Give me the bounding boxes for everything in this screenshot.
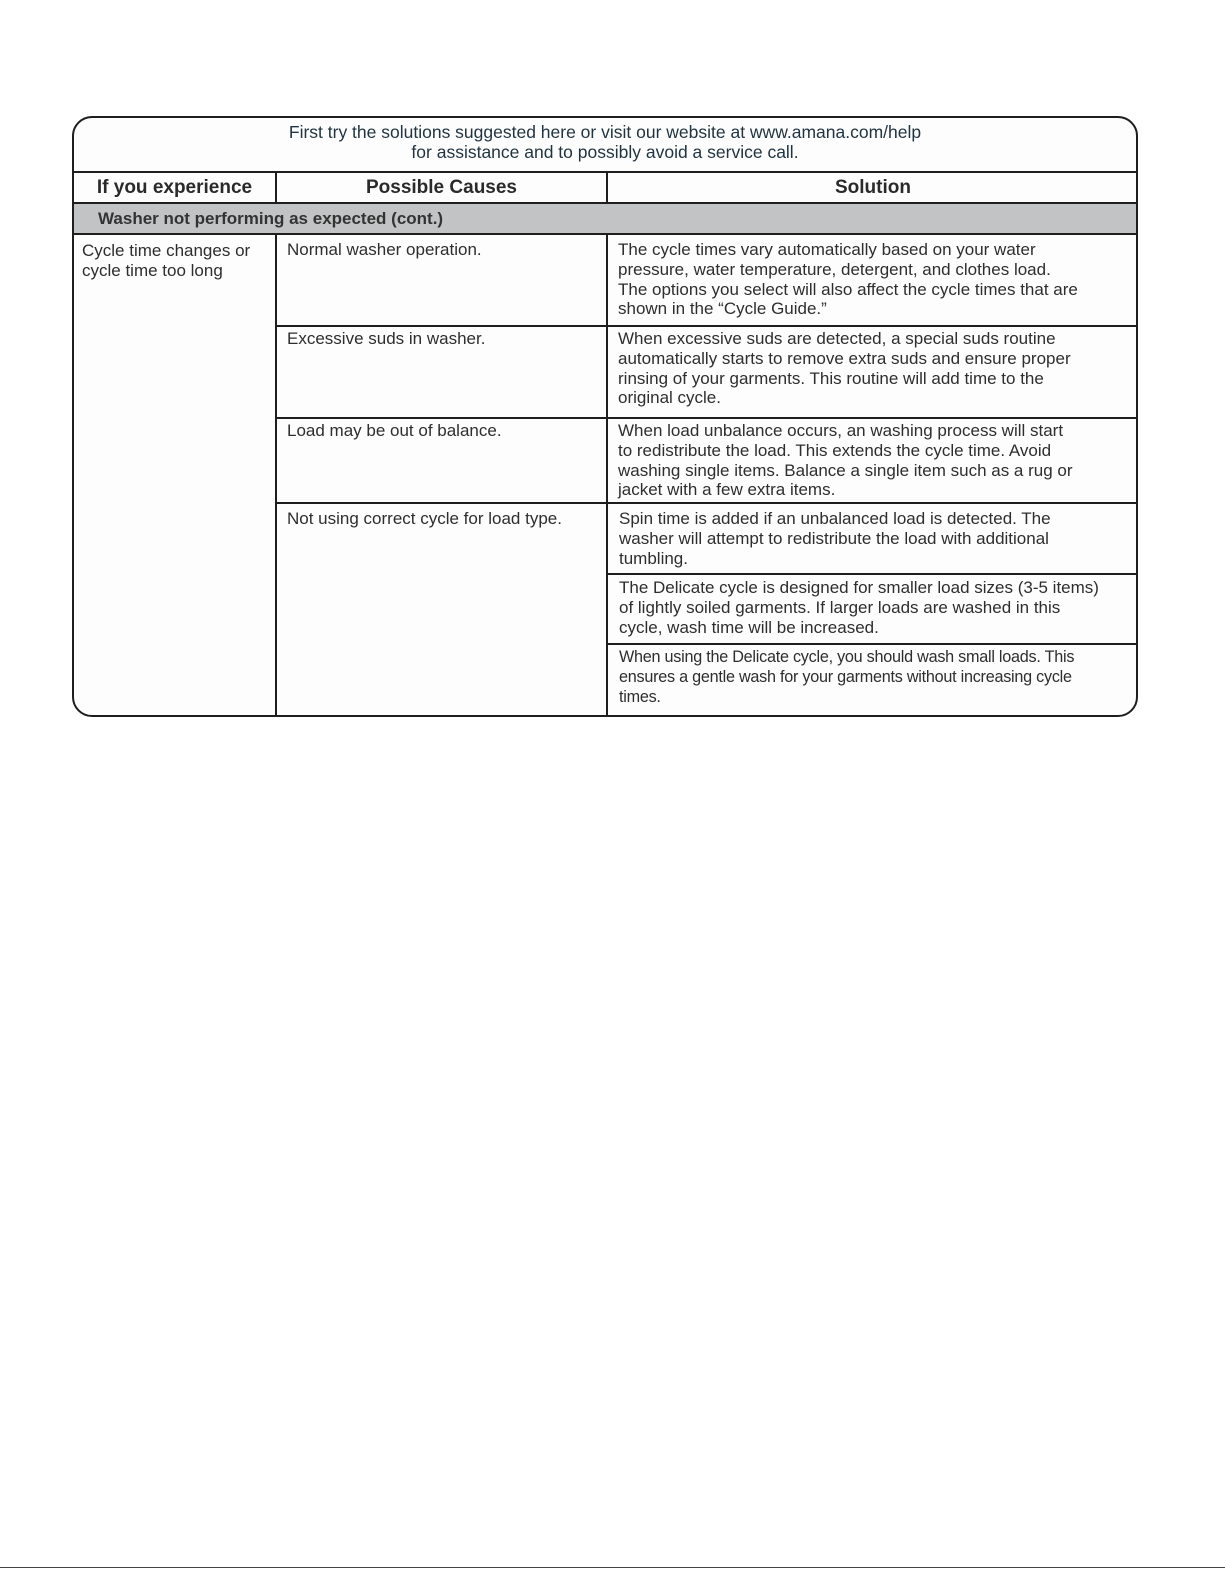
- solution-5-line-2: of lightly soiled garments. If larger loads are washed in this: [619, 597, 1061, 617]
- troubleshooting-table: [72, 116, 1138, 717]
- intro-text: [74, 118, 1136, 173]
- solution-3-line-2: to redistribute the load. This extends the cycle time. Avoid: [618, 440, 1052, 460]
- solution-1-line-2: pressure, water temperature, detergent, and clothes load.: [618, 259, 1051, 279]
- solution-cell-3: [618, 421, 1138, 500]
- experience-line-2: cycle time too long: [82, 260, 223, 280]
- solution-4-line-1: Spin time is added if an unbalanced load is detected. The: [619, 509, 1051, 528]
- row-divider-4: [608, 573, 1138, 575]
- solution-4-line-2: washer will attempt to redistribute the load with additional: [619, 528, 1049, 548]
- solution-6-line-1: When using the Delicate cycle, you should wash small loads. This: [619, 648, 1075, 666]
- solution-2-line-3: rinsing of your garments. This routine will add time to the: [618, 368, 1044, 388]
- solution-cell-4: [619, 509, 1138, 568]
- column-header-causes: Possible Causes: [365, 177, 518, 198]
- solution-5-line-3: cycle, wash time will be increased.: [619, 617, 879, 637]
- solution-1-line-1: The cycle times vary automatically based on your water: [618, 240, 1036, 259]
- row-divider-1: [277, 325, 1138, 327]
- cause-cell-4: Not using correct cycle for load type.: [287, 509, 562, 528]
- row-divider-3: [277, 502, 1138, 504]
- solution-2-line-4: original cycle.: [618, 388, 721, 408]
- solution-6-line-3: times.: [619, 687, 661, 706]
- solution-cell-5: [619, 578, 1138, 637]
- cause-cell-1: Normal washer operation.: [287, 240, 482, 259]
- solution-5-line-1: The Delicate cycle is designed for smaller load sizes (3-5 items): [619, 578, 1099, 597]
- solution-4-line-3: tumbling.: [619, 548, 688, 568]
- solution-cell-1: [618, 240, 1138, 319]
- solution-1-line-4: shown in the “Cycle Guide.”: [618, 299, 827, 319]
- experience-cell: [82, 241, 272, 281]
- row-divider-5: [608, 643, 1138, 645]
- experience-line-1: Cycle time changes or: [82, 241, 251, 260]
- intro-line-2: for assistance and to possibly avoid a service call.: [411, 142, 799, 162]
- cause-cell-3: Load may be out of balance.: [287, 421, 502, 440]
- row-divider-2: [277, 417, 1138, 419]
- solution-3-line-3: washing single items. Balance a single item such as a rug or: [618, 460, 1073, 480]
- cause-cell-2: Excessive suds in washer.: [287, 329, 486, 348]
- page-bottom-rule: [0, 1567, 1225, 1568]
- solution-2-line-1: When excessive suds are detected, a special suds routine: [618, 329, 1056, 348]
- solution-3-line-1: When load unbalance occurs, an washing process will start: [618, 421, 1064, 440]
- column-header-solution: Solution: [835, 177, 911, 198]
- solution-2-line-2: automatically starts to remove extra suds and ensure proper: [618, 348, 1071, 368]
- body-separator-1: [275, 235, 277, 717]
- solution-3-line-4: jacket with a few extra items.: [618, 480, 836, 500]
- column-header-experience: If you experience: [96, 177, 253, 198]
- solution-cell-2: [618, 329, 1138, 408]
- section-title: Washer not performing as expected (cont.): [74, 204, 1136, 233]
- solution-cell-6: [619, 648, 1138, 707]
- solution-6-line-2: ensures a gentle wash for your garments without increasing cycle: [619, 667, 1072, 686]
- intro-line-1: First try the solutions suggested here or visit our website at www.amana.com/help: [288, 122, 922, 142]
- solution-1-line-3: The options you select will also affect the cycle times that are: [618, 279, 1078, 299]
